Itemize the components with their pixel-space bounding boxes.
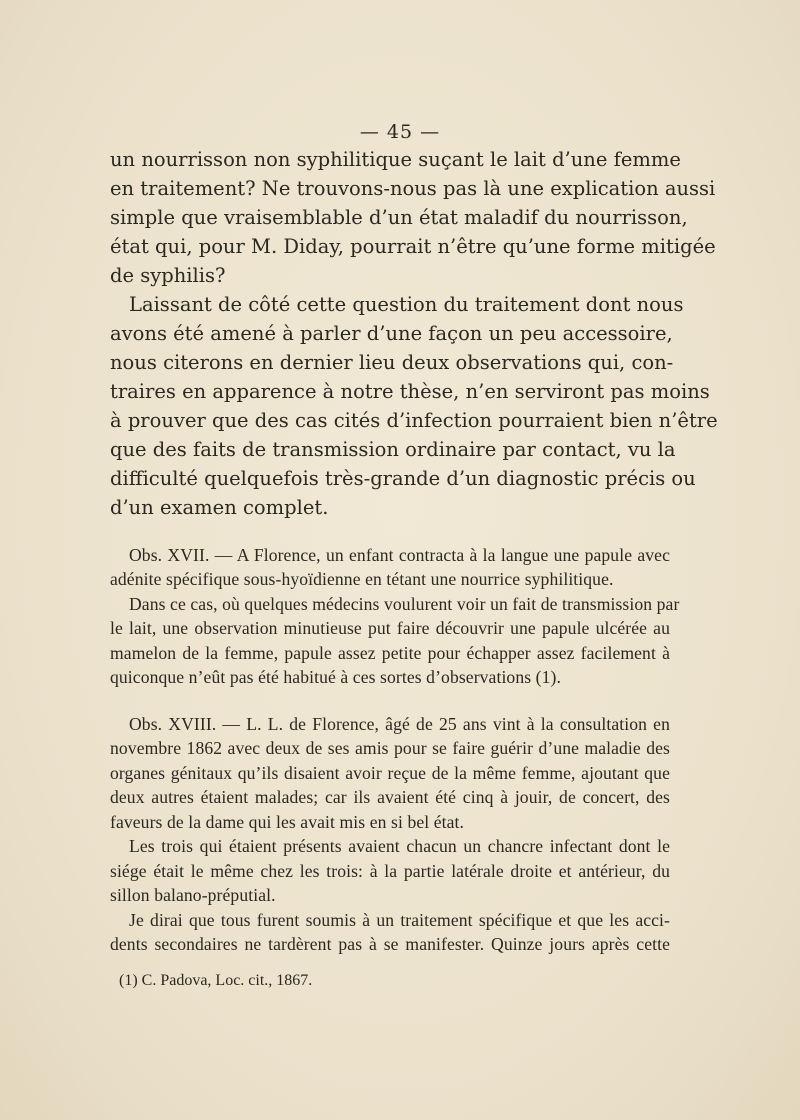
text-line: Obs. XVIII. — L. L. de Florence, âgé de 25 ans vint à la consultation en — [129, 714, 670, 734]
text-line: deux autres étaient malades; car ils avaient été cinq à jouir, de concert, des — [110, 787, 670, 807]
text-line: un nourrisson non syphilitique suçant le lait d’une femme — [110, 148, 681, 171]
text-line: Je dirai que tous furent soumis à un traitement spécifique et que les acci- — [129, 910, 670, 930]
text-line: Dans ce cas, où quelques médecins voulurent voir un fait de transmission par — [129, 594, 680, 614]
text-line: quiconque n’eût pas été habitué à ces sortes d’observations (1). — [110, 667, 561, 687]
text-line: avons été amené à parler d’une façon un peu accessoire, — [110, 322, 673, 345]
text-line: Laissant de côté cette question du traitement dont nous — [129, 293, 684, 316]
text-line: sillon balano-préputial. — [110, 885, 276, 905]
text-line: état qui, pour M. Diday, pourrait n’être qu’une forme mitigée — [110, 235, 716, 258]
text-line: mamelon de la femme, papule assez petite pour échapper assez facilement à — [110, 643, 670, 663]
text-line: en traitement? Ne trouvons-nous pas là une explication aussi — [110, 177, 716, 200]
footnote: (1) C. Padova, Loc. cit., 1867. — [119, 972, 313, 989]
text-line: Les trois qui étaient présents avaient chacun un chancre infectant dont le — [129, 836, 670, 856]
text-line: d’un examen complet. — [110, 496, 329, 519]
text-line: simple que vraisemblable d’un état maladif du nourrisson, — [110, 206, 688, 229]
text-line: à prouver que des cas cités d’infection pourraient bien n’être — [110, 409, 718, 432]
text-line: que des faits de transmission ordinaire par contact, vu la — [110, 438, 676, 461]
text-line: novembre 1862 avec deux de ses amis pour se faire guérir d’une maladie des — [110, 738, 670, 758]
text-line: traires en apparence à notre thèse, n’en serviront pas moins — [110, 380, 710, 403]
text-line: adénite spécifique sous-hyoïdienne en tétant une nourrice syphilitique. — [110, 569, 614, 589]
text-line: de syphilis? — [110, 264, 226, 287]
text-line: nous citerons en dernier lieu deux observations qui, con- — [110, 351, 674, 374]
text-line: siége était le même chez les trois: à la partie latérale droite et antérieur, du — [110, 861, 670, 881]
text-line: le lait, une observation minutieuse put faire découvrir une papule ulcérée au — [110, 618, 670, 638]
text-line: difficulté quelquefois très-grande d’un diagnostic précis ou — [110, 467, 696, 490]
text-line: organes génitaux qu’ils disaient avoir reçue de la même femme, ajoutant que — [110, 763, 670, 783]
page-number: — 45 — — [359, 121, 441, 143]
text-line: faveurs de la dame qui les avait mis en si bel état. — [110, 812, 465, 832]
text-line: dents secondaires ne tardèrent pas à se manifester. Quinze jours après cette — [110, 934, 670, 954]
text-line: Obs. XVII. — A Florence, un enfant contracta à la langue une papule avec — [129, 545, 670, 565]
